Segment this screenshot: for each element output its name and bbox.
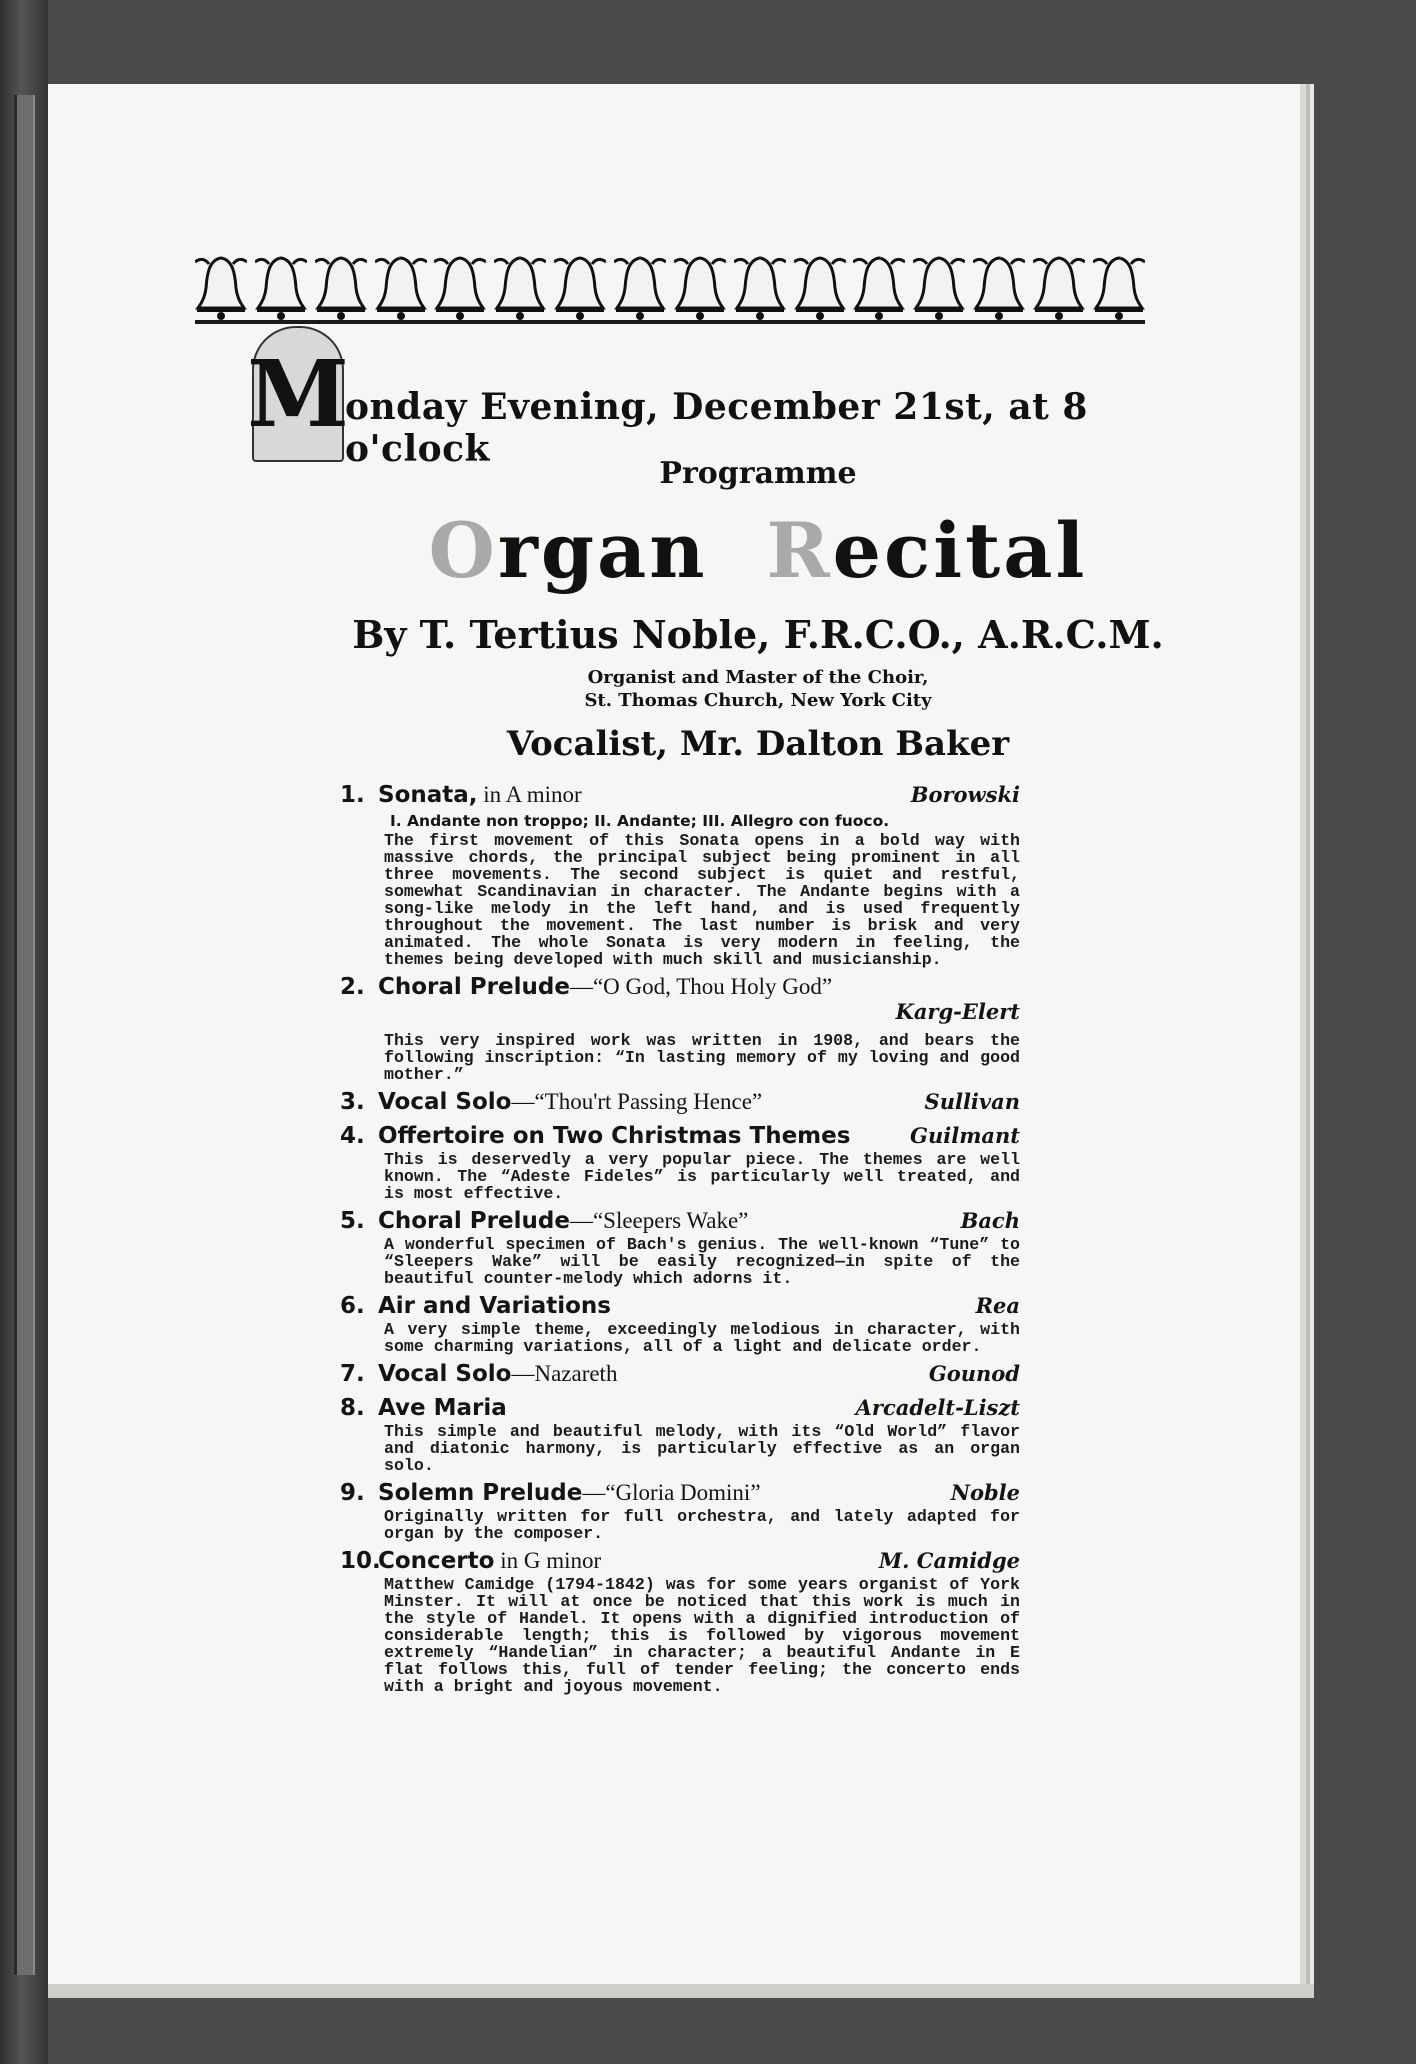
bell-icon <box>255 254 307 320</box>
title-initial-o: O <box>428 506 498 595</box>
bell-icon <box>1093 254 1145 320</box>
item-heading <box>340 1359 1020 1389</box>
spine-binding <box>14 95 35 1975</box>
item-title-group <box>340 972 832 1002</box>
bell-icon <box>494 254 546 320</box>
item-description: A very simple theme, exceedingly melodious in character, with some charming variations, all of a light and delicate order. <box>384 1320 1020 1356</box>
programme-item <box>340 972 1020 1083</box>
programme-item <box>340 1206 1020 1287</box>
item-subtitle: in A minor <box>477 782 582 807</box>
bell-icon <box>734 254 786 320</box>
bell-icon <box>913 254 965 320</box>
programme-item <box>340 1359 1020 1389</box>
item-number: 5. <box>340 1208 365 1234</box>
item-composer: Sullivan <box>924 1089 1020 1114</box>
item-heading <box>340 1291 1020 1321</box>
item-title-group <box>340 1291 611 1321</box>
page-edge <box>48 1984 1314 1998</box>
item-subtitle: —“Thou'rt Passing Hence” <box>511 1089 763 1114</box>
page-title <box>50 506 1416 595</box>
item-heading <box>340 972 1020 1002</box>
organist-title-line-1: Organist and Master of the Choir, <box>587 667 929 688</box>
item-number: 7. <box>340 1361 365 1387</box>
item-description: This is deservedly a very popular piece. The themes are well known. The “Adeste Fideles” is particularly well treated, and is most effective. <box>384 1150 1020 1203</box>
book-spine <box>0 0 48 2064</box>
item-number: 2. <box>340 974 365 1000</box>
item-number: 8. <box>340 1395 365 1421</box>
item-heading <box>340 1393 1020 1423</box>
title-part-recital: ecital <box>832 506 1088 595</box>
item-title-group <box>340 1121 850 1151</box>
item-composer: Karg-Elert <box>895 999 1020 1024</box>
item-title: Vocal Solo <box>378 1089 512 1115</box>
item-title-group <box>340 1478 761 1508</box>
item-heading <box>340 780 1020 810</box>
item-title: Choral Prelude <box>378 1208 570 1234</box>
byline: By T. Tertius Noble, F.R.C.O., A.R.C.M. <box>352 612 1164 657</box>
bell-icon <box>315 254 367 320</box>
item-composer: Borowski <box>910 782 1020 807</box>
item-heading <box>340 1478 1020 1508</box>
item-description: This simple and beautiful melody, with its “Old World” flavor and diatonic harmony, is particularly effective as an organ solo. <box>384 1422 1020 1475</box>
item-title: Offertoire on Two Christmas Themes <box>378 1123 851 1149</box>
item-title-group <box>340 780 582 810</box>
item-subtitle: in G minor <box>494 1548 602 1573</box>
vocalist-line: Vocalist, Mr. Dalton Baker <box>506 724 1010 764</box>
item-title: Concerto <box>378 1548 495 1574</box>
title-part-organ: rgan <box>497 506 708 595</box>
item-description: A wonderful specimen of Bach's genius. The well-known “Tune” to “Sleepers Wake” will be easily recognized—in spite of the beautiful counter-melody which adorns it. <box>384 1235 1020 1288</box>
bell-icon <box>375 254 427 320</box>
item-description: Matthew Camidge (1794-1842) was for some years organist of York Minster. It will at once be noticed that this work is much in the style of Handel. It opens with a dignified introduction of considerable length; this is followed by vigorous movement extremely “Handelian” in character; a beautiful Andante in E flat follows this, full of tender feeling; the concerto ends with a bright and joyous movement. <box>384 1575 1020 1696</box>
programme-item <box>340 1121 1020 1202</box>
item-title: Solemn Prelude <box>378 1480 583 1506</box>
programme-item <box>340 780 1020 968</box>
bell-icon <box>794 254 846 320</box>
illuminated-initial <box>247 326 349 462</box>
item-heading <box>340 1206 1020 1236</box>
item-number: 3. <box>340 1089 365 1115</box>
bell-icon <box>1033 254 1085 320</box>
item-movements: I. Andante non troppo; II. Andante; III. Allegro con fuoco. <box>390 812 890 830</box>
bell-icon <box>614 254 666 320</box>
item-description: Originally written for full orchestra, and lately adapted for organ by the composer. <box>384 1507 1020 1543</box>
item-composer: Arcadelt-Liszt <box>855 1395 1020 1420</box>
item-heading <box>340 1121 1020 1151</box>
item-composer: Gounod <box>928 1361 1020 1386</box>
bell-border-ornament <box>195 248 1145 324</box>
item-composer: Bach <box>960 1208 1020 1233</box>
item-number: 9. <box>340 1480 365 1506</box>
bell-icon <box>674 254 726 320</box>
item-subtitle: —“Gloria Domini” <box>582 1480 761 1505</box>
item-heading <box>340 1087 1020 1117</box>
item-title: Ave Maria <box>378 1395 507 1421</box>
item-title-group <box>340 1087 762 1117</box>
item-number: 10. <box>340 1548 381 1574</box>
item-title: Vocal Solo <box>378 1361 512 1387</box>
item-title-group <box>340 1359 617 1389</box>
organist-title-line-2: St. Thomas Church, New York City <box>584 690 932 711</box>
item-number: 4. <box>340 1123 365 1149</box>
programme-item <box>340 1087 1020 1117</box>
item-subtitle: —Nazareth <box>511 1361 618 1386</box>
bell-icon <box>195 254 247 320</box>
programme-list <box>340 780 1020 1699</box>
programme-item <box>340 1546 1020 1695</box>
item-composer: Noble <box>950 1480 1020 1505</box>
item-composer: Guilmant <box>910 1123 1020 1148</box>
item-title: Sonata, <box>378 782 478 808</box>
item-title: Air and Variations <box>378 1293 611 1319</box>
bell-icon <box>434 254 486 320</box>
programme-item <box>340 1478 1020 1542</box>
item-description: The first movement of this Sonata opens in a bold way with massive chords, the principal subject being prominent in all three movements. The second subject is quiet and restful, somewhat Scandinavian in character. The Andante begins with a song-like melody in the left hand, and is used frequently throughout the movement. The last number is brisk and very animated. The whole Sonata is very modern in feeling, the themes being developed with much skill and musicianship. <box>384 831 1020 969</box>
date-line: onday Evening, December 21st, at 8 o'clock <box>345 386 1088 470</box>
item-description: This very inspired work was written in 1908, and bears the following inscription: “In lasting memory of my loving and good mother.” <box>384 1031 1020 1084</box>
programme-item <box>340 1393 1020 1474</box>
bell-icon <box>853 254 905 320</box>
initial-letter: M <box>247 340 349 448</box>
item-title: Choral Prelude <box>378 974 570 1000</box>
programme-label: Programme <box>659 456 857 491</box>
bell-icon <box>554 254 606 320</box>
item-title-group <box>340 1546 601 1576</box>
item-subtitle: —“O God, Thou Holy God” <box>569 974 833 999</box>
item-heading <box>340 1546 1020 1576</box>
title-initial-r: R <box>766 506 833 595</box>
item-number: 6. <box>340 1293 365 1319</box>
programme-item <box>340 1291 1020 1355</box>
item-subtitle: —“Sleepers Wake” <box>569 1208 749 1233</box>
item-number: 1. <box>340 782 365 808</box>
item-composer: Rea <box>975 1293 1020 1318</box>
bell-icon <box>973 254 1025 320</box>
item-title-group <box>340 1393 507 1423</box>
item-title-group <box>340 1206 748 1236</box>
item-composer: M. Camidge <box>878 1548 1020 1573</box>
